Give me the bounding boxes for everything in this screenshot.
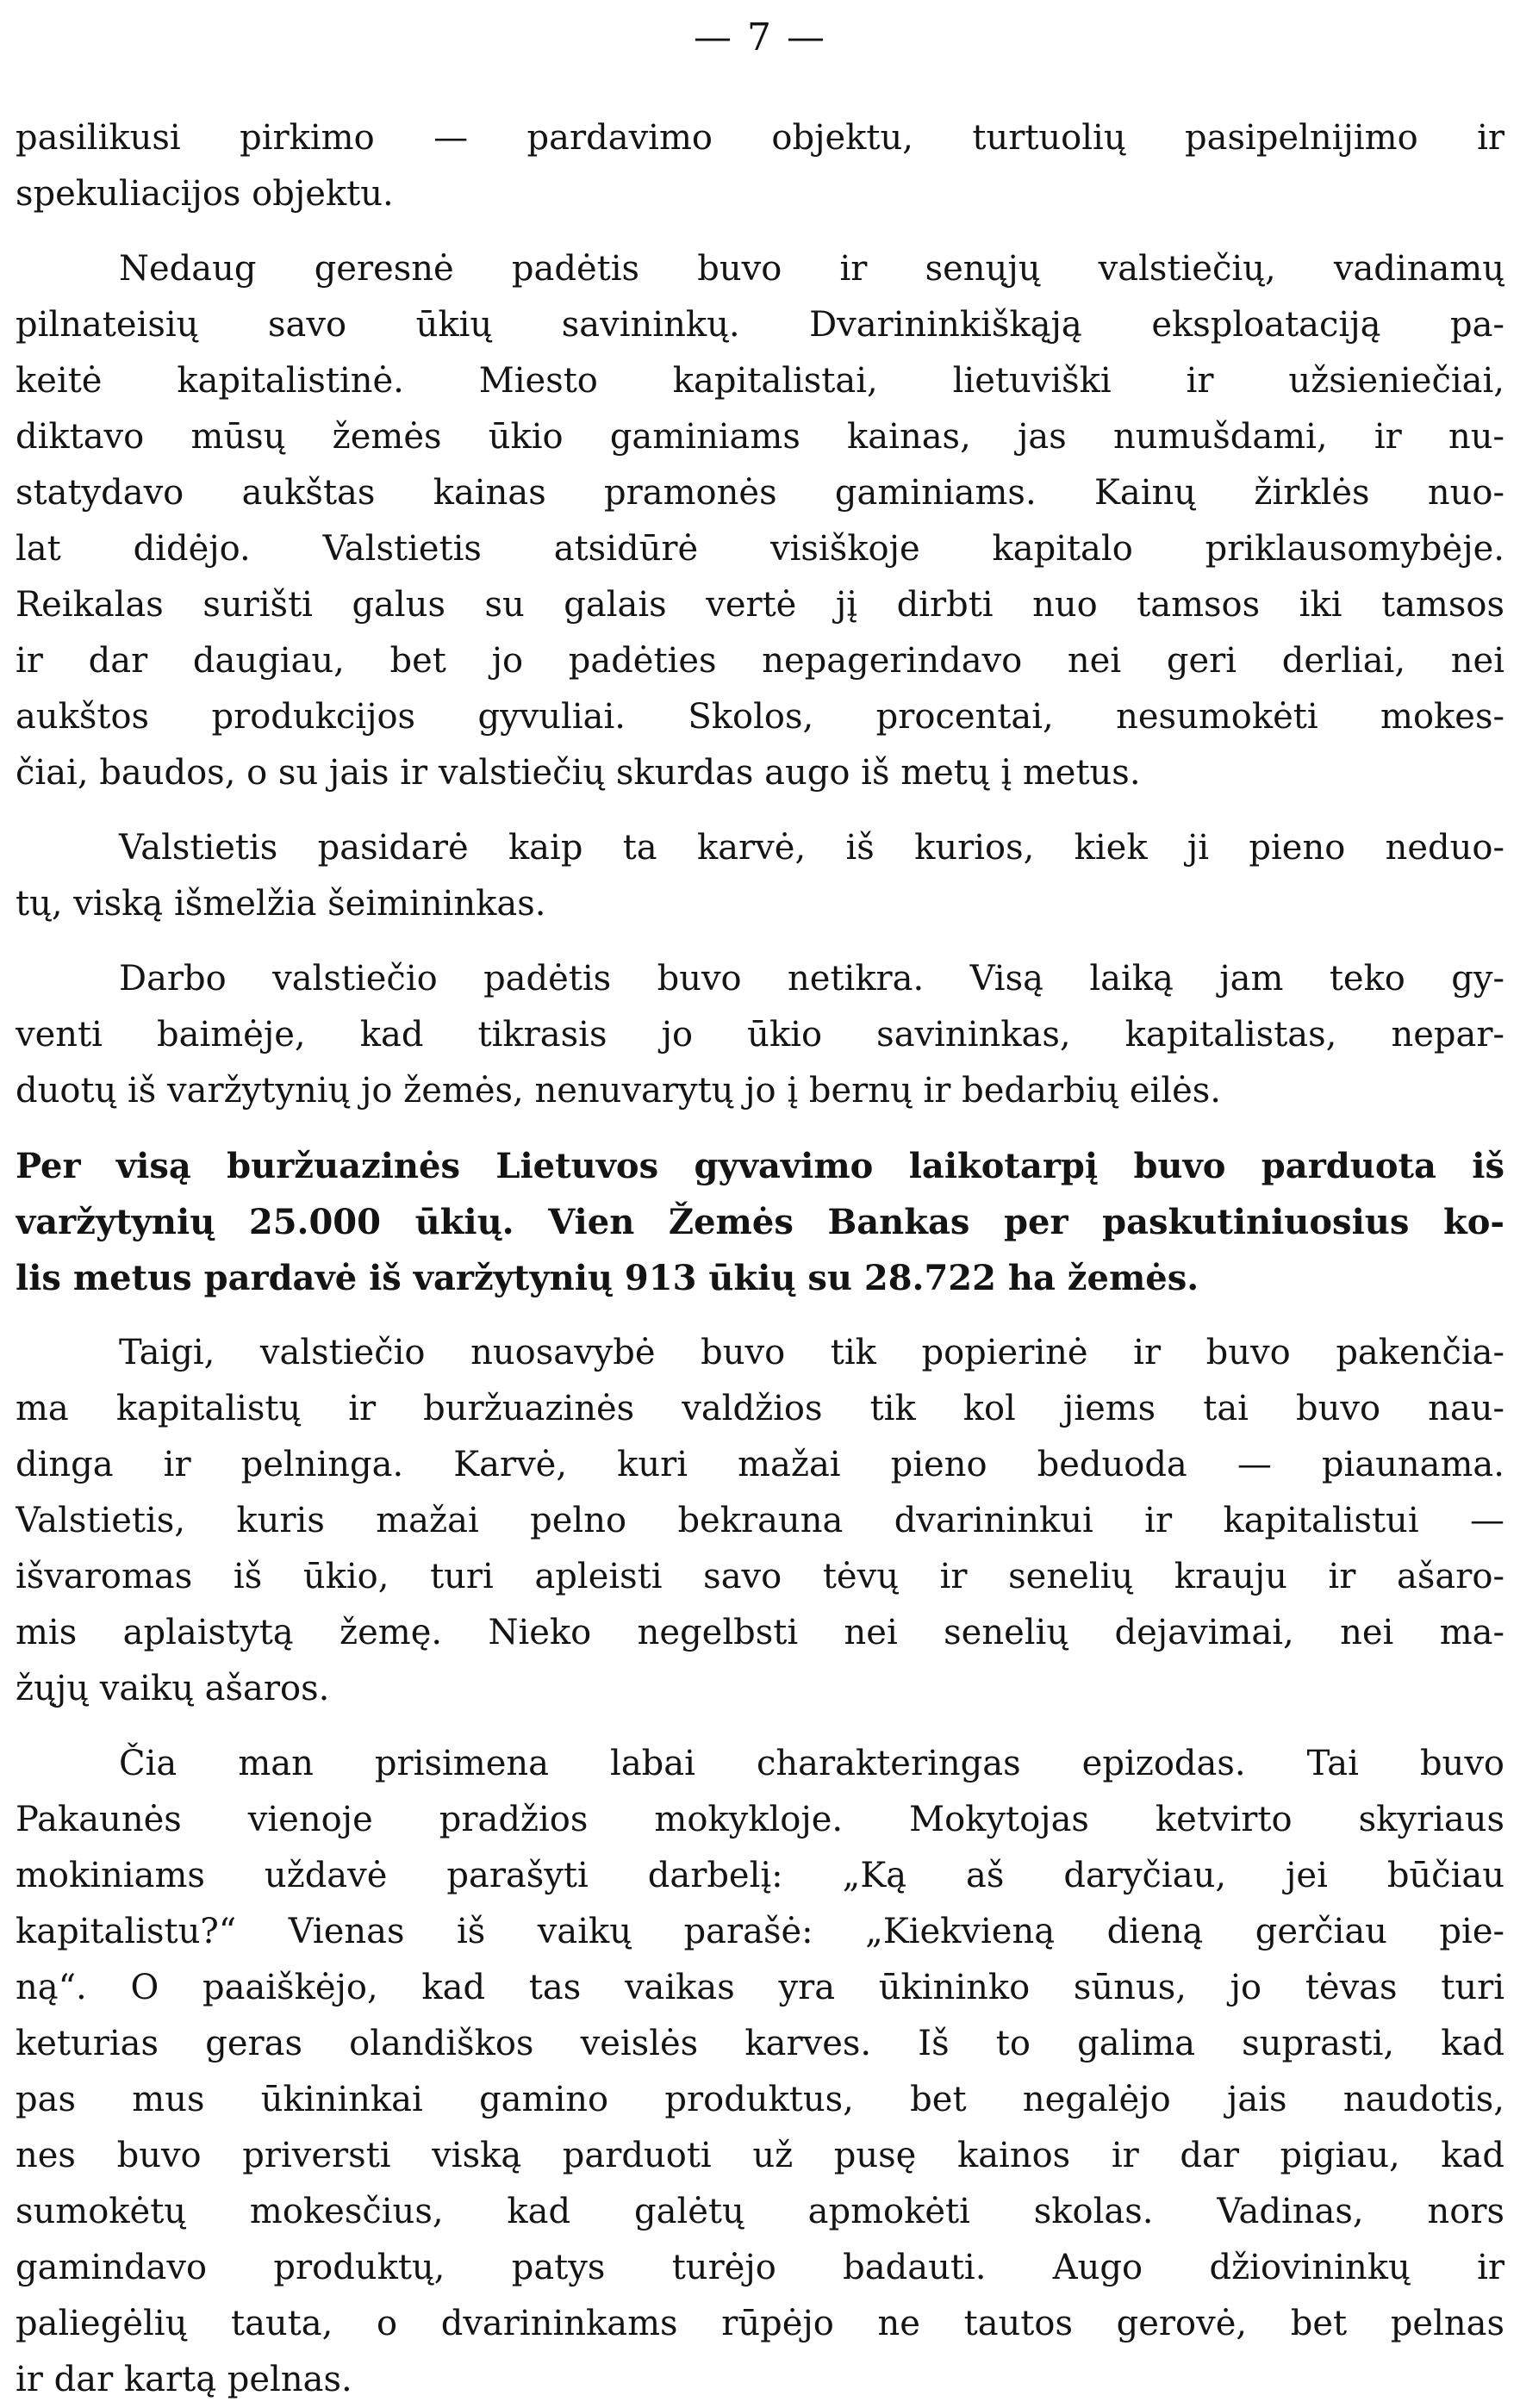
paragraph — [16, 110, 1504, 222]
paragraph-gap — [16, 932, 1504, 951]
text-body — [16, 110, 1504, 2408]
text-line: išvaromas iš ūkio, turi apleisti savo tėvų ir senelių krauju ir ašaro- — [16, 1557, 1504, 1596]
text-line: aukštos produkcijos gyvuliai. Skolos, procentai, nesumokėti mokes- — [16, 697, 1504, 737]
text-line: ma kapitalistų ir buržuazinės valdžios tik kol jiems tai buvo nau- — [16, 1389, 1504, 1428]
text-line: lis metus pardavė iš varžytynių 913 ūkių su 28.722 ha žemės. — [16, 1258, 1199, 1298]
text-line: dinga ir pelninga. Karvė, kuri mažai pieno beduoda — piaunama. — [16, 1445, 1504, 1484]
paragraph — [16, 951, 1504, 1119]
text-line: spekuliacijos objektu. — [16, 174, 394, 214]
text-line: Nedaug geresnė padėtis buvo ir senųjų valstiečių, vadinamų — [119, 249, 1504, 289]
text-line: varžytynių 25.000 ūkių. Vien Žemės Bankas per paskutiniuosius ko- — [16, 1202, 1504, 1242]
text-line: mokiniams uždavė parašyti darbelį: „Ką aš daryčiau, jei būčiau — [16, 1856, 1504, 1895]
text-line: duotų iš varžytynių jo žemės, nenuvarytų jo į bernų ir bedarbių eilės. — [16, 1071, 1222, 1111]
text-line: kapitalistu?“ Vienas iš vaikų parašė: „Kiekvieną dieną gerčiau pie- — [16, 1912, 1504, 1951]
text-line: diktavo mūsų žemės ūkio gaminiams kainas, jas numušdami, ir nu- — [16, 417, 1504, 457]
text-line: Valstietis pasidarė kaip ta karvė, iš kurios, kiek ji pieno neduo- — [119, 828, 1504, 868]
text-line: gamindavo produktų, patys turėjo badauti. Augo džiovininkų ir — [16, 2248, 1504, 2287]
paragraph-gap — [16, 1717, 1504, 1736]
text-line: lat didėjo. Valstietis atsidūrė visiškoje kapitalo priklausomybėje. — [16, 529, 1504, 569]
text-line: Čia man prisimena labai charakteringas epizodas. Tai buvo — [119, 1744, 1504, 1783]
paragraph — [16, 1325, 1504, 1717]
paragraph-gap — [16, 222, 1504, 241]
paragraph — [16, 820, 1504, 932]
text-line: Per visą buržuazinės Lietuvos gyvavimo laikotarpį buvo parduota iš — [16, 1146, 1504, 1186]
text-line: ir dar daugiau, bet jo padėties nepagerindavo nei geri derliai, nei — [16, 641, 1504, 681]
text-line: ną“. O paaiškėjo, kad tas vaikas yra ūkininko sūnus, jo tėvas turi — [16, 1968, 1504, 2007]
text-line: žųjų vaikų ašaros. — [16, 1669, 330, 1708]
text-line: pilnateisių savo ūkių savininkų. Dvarininkiškąją eksploataciją pa- — [16, 305, 1504, 345]
text-line: Pakaunės vienoje pradžios mokykloje. Mokytojas ketvirto skyriaus — [16, 1800, 1504, 1839]
paragraph-gap — [16, 1306, 1504, 1325]
text-line: keitė kapitalistinė. Miesto kapitalistai, lietuviški ir užsieniečiai, — [16, 361, 1504, 401]
text-line: paliegėlių tauta, o dvarininkams rūpėjo ne tautos gerovė, bet pelnas — [16, 2304, 1504, 2343]
text-line: Taigi, valstiečio nuosavybė buvo tik popierinė ir buvo pakenčia- — [119, 1333, 1504, 1372]
paragraph-gap — [16, 801, 1504, 820]
text-line: Darbo valstiečio padėtis buvo netikra. Visą laiką jam teko gy- — [119, 959, 1504, 999]
paragraph — [16, 1736, 1504, 2408]
paragraph — [16, 241, 1504, 801]
text-line: mis aplaistytą žemę. Nieko negelbsti nei senelių dejavimai, nei ma- — [16, 1613, 1504, 1652]
paragraph-bold — [16, 1138, 1504, 1306]
text-line: nes buvo priversti viską parduoti už pusę kainos ir dar pigiau, kad — [16, 2136, 1504, 2175]
text-line: Valstietis, kuris mažai pelno bekrauna dvarininkui ir kapitalistui — — [16, 1501, 1504, 1540]
text-line: ir dar kartą pelnas. — [16, 2360, 352, 2399]
page-number: — 7 — — [694, 16, 826, 59]
text-line: pasilikusi pirkimo — pardavimo objektu, turtuolių pasipelnijimo ir — [16, 118, 1504, 158]
text-line: statydavo aukštas kainas pramonės gaminiams. Kainų žirklės nuo- — [16, 473, 1504, 513]
text-line: keturias geras olandiškos veislės karves. Iš to galima suprasti, kad — [16, 2024, 1504, 2063]
paragraph-gap — [16, 1119, 1504, 1138]
text-line: Reikalas surišti galus su galais vertė jį dirbti nuo tamsos iki tamsos — [16, 585, 1504, 625]
text-line: venti baimėje, kad tikrasis jo ūkio savininkas, kapitalistas, nepar- — [16, 1015, 1504, 1055]
text-line: tų, viską išmelžia šeimininkas. — [16, 884, 546, 924]
text-line: pas mus ūkininkai gamino produktus, bet negalėjo jais naudotis, — [16, 2080, 1504, 2119]
text-line: čiai, baudos, o su jais ir valstiečių skurdas augo iš metų į metus. — [16, 753, 1141, 793]
text-line: sumokėtų mokesčius, kad galėtų apmokėti skolas. Vadinas, nors — [16, 2192, 1504, 2231]
